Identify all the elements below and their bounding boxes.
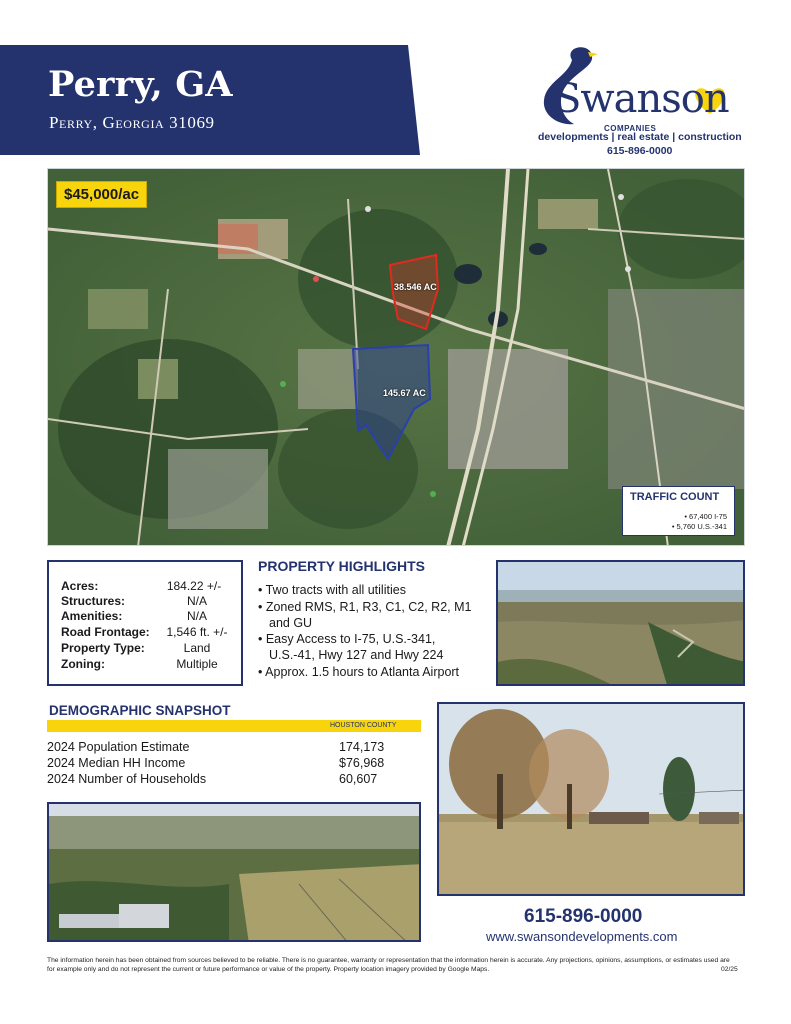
disclaimer: The information herein has been obtained from sources believed to be reliable. There is no guarantee, warranty or representation that the information herein is accurate. Any projections, opinions, assumptions, or estimates used are for example only and do not represent the current or future performance or value of the property. Property location imagery provided by Google Maps. (47, 957, 730, 973)
street-view-photo (437, 702, 745, 896)
fact-value: 1,546 ft. +/- (166, 625, 228, 639)
demographic-row-value: $76,968 (339, 756, 385, 770)
contact-phone: 615-896-0000 (524, 906, 643, 927)
demographic-title: DEMOGRAPHIC SNAPSHOT (49, 703, 231, 718)
demographic-row-value: 60,607 (339, 772, 378, 786)
contact-website[interactable]: www.swansondevelopments.com (486, 929, 678, 944)
tract-label-south: 145.67 AC (383, 388, 426, 398)
highlights-title: PROPERTY HIGHLIGHTS (258, 558, 425, 574)
fact-label: Amenities: (61, 609, 123, 623)
aerial-field-photo (496, 560, 745, 686)
traffic-count-title: TRAFFIC COUNT (630, 491, 720, 503)
page-subtitle: Perry, Georgia 31069 (49, 113, 215, 132)
demographic-column-label: HOUSTON COUNTY (330, 722, 397, 729)
fact-label: Property Type: (61, 641, 145, 655)
demographic-row-label: 2024 Median HH Income (47, 756, 186, 770)
highlight-item: • Two tracts with all utilities (258, 583, 406, 597)
fact-label: Road Frontage: (61, 625, 150, 639)
document-code: 02/25 (721, 966, 738, 973)
demographic-row-label: 2024 Population Estimate (47, 740, 190, 754)
traffic-line: • 5,760 U.S.-341 (671, 522, 727, 531)
fact-value: N/A (186, 594, 207, 608)
traffic-line: • 67,400 I-75 (684, 512, 727, 521)
highlight-item: • Approx. 1.5 hours to Atlanta Airport (258, 665, 460, 679)
fact-value: 184.22 +/- (166, 579, 222, 593)
fact-value: Land (183, 641, 211, 655)
price-badge: $45,000/ac (56, 181, 147, 208)
highlight-item: • Easy Access to I-75, U.S.-341, (258, 632, 436, 646)
highlight-item: U.S.-41, Hwy 127 and Hwy 224 (269, 648, 444, 662)
traffic-count-box (622, 486, 735, 536)
brand-tagline: developments | real estate | construction (538, 131, 742, 143)
tract-label-north: 38.546 AC (394, 282, 437, 292)
logo-wordmark: Swanson (554, 76, 729, 122)
logo-companies: COMPANIES (604, 124, 657, 133)
page-title: Perry, GA (48, 64, 233, 105)
aerial-buildings-photo (47, 802, 421, 942)
fact-label: Structures: (61, 594, 126, 608)
highlight-item: • Zoned RMS, R1, R3, C1, C2, R2, M1 (258, 600, 472, 614)
fact-label: Zoning: (61, 657, 105, 671)
demographic-row-value: 174,173 (339, 740, 385, 754)
fact-value: Multiple (176, 657, 218, 671)
fact-value: N/A (186, 609, 207, 623)
brand-phone: 615-896-0000 (607, 145, 673, 157)
fact-label: Acres: (61, 579, 99, 593)
property-facts (47, 560, 243, 686)
demographic-row-label: 2024 Number of Households (47, 772, 207, 786)
highlight-item: and GU (269, 616, 313, 630)
